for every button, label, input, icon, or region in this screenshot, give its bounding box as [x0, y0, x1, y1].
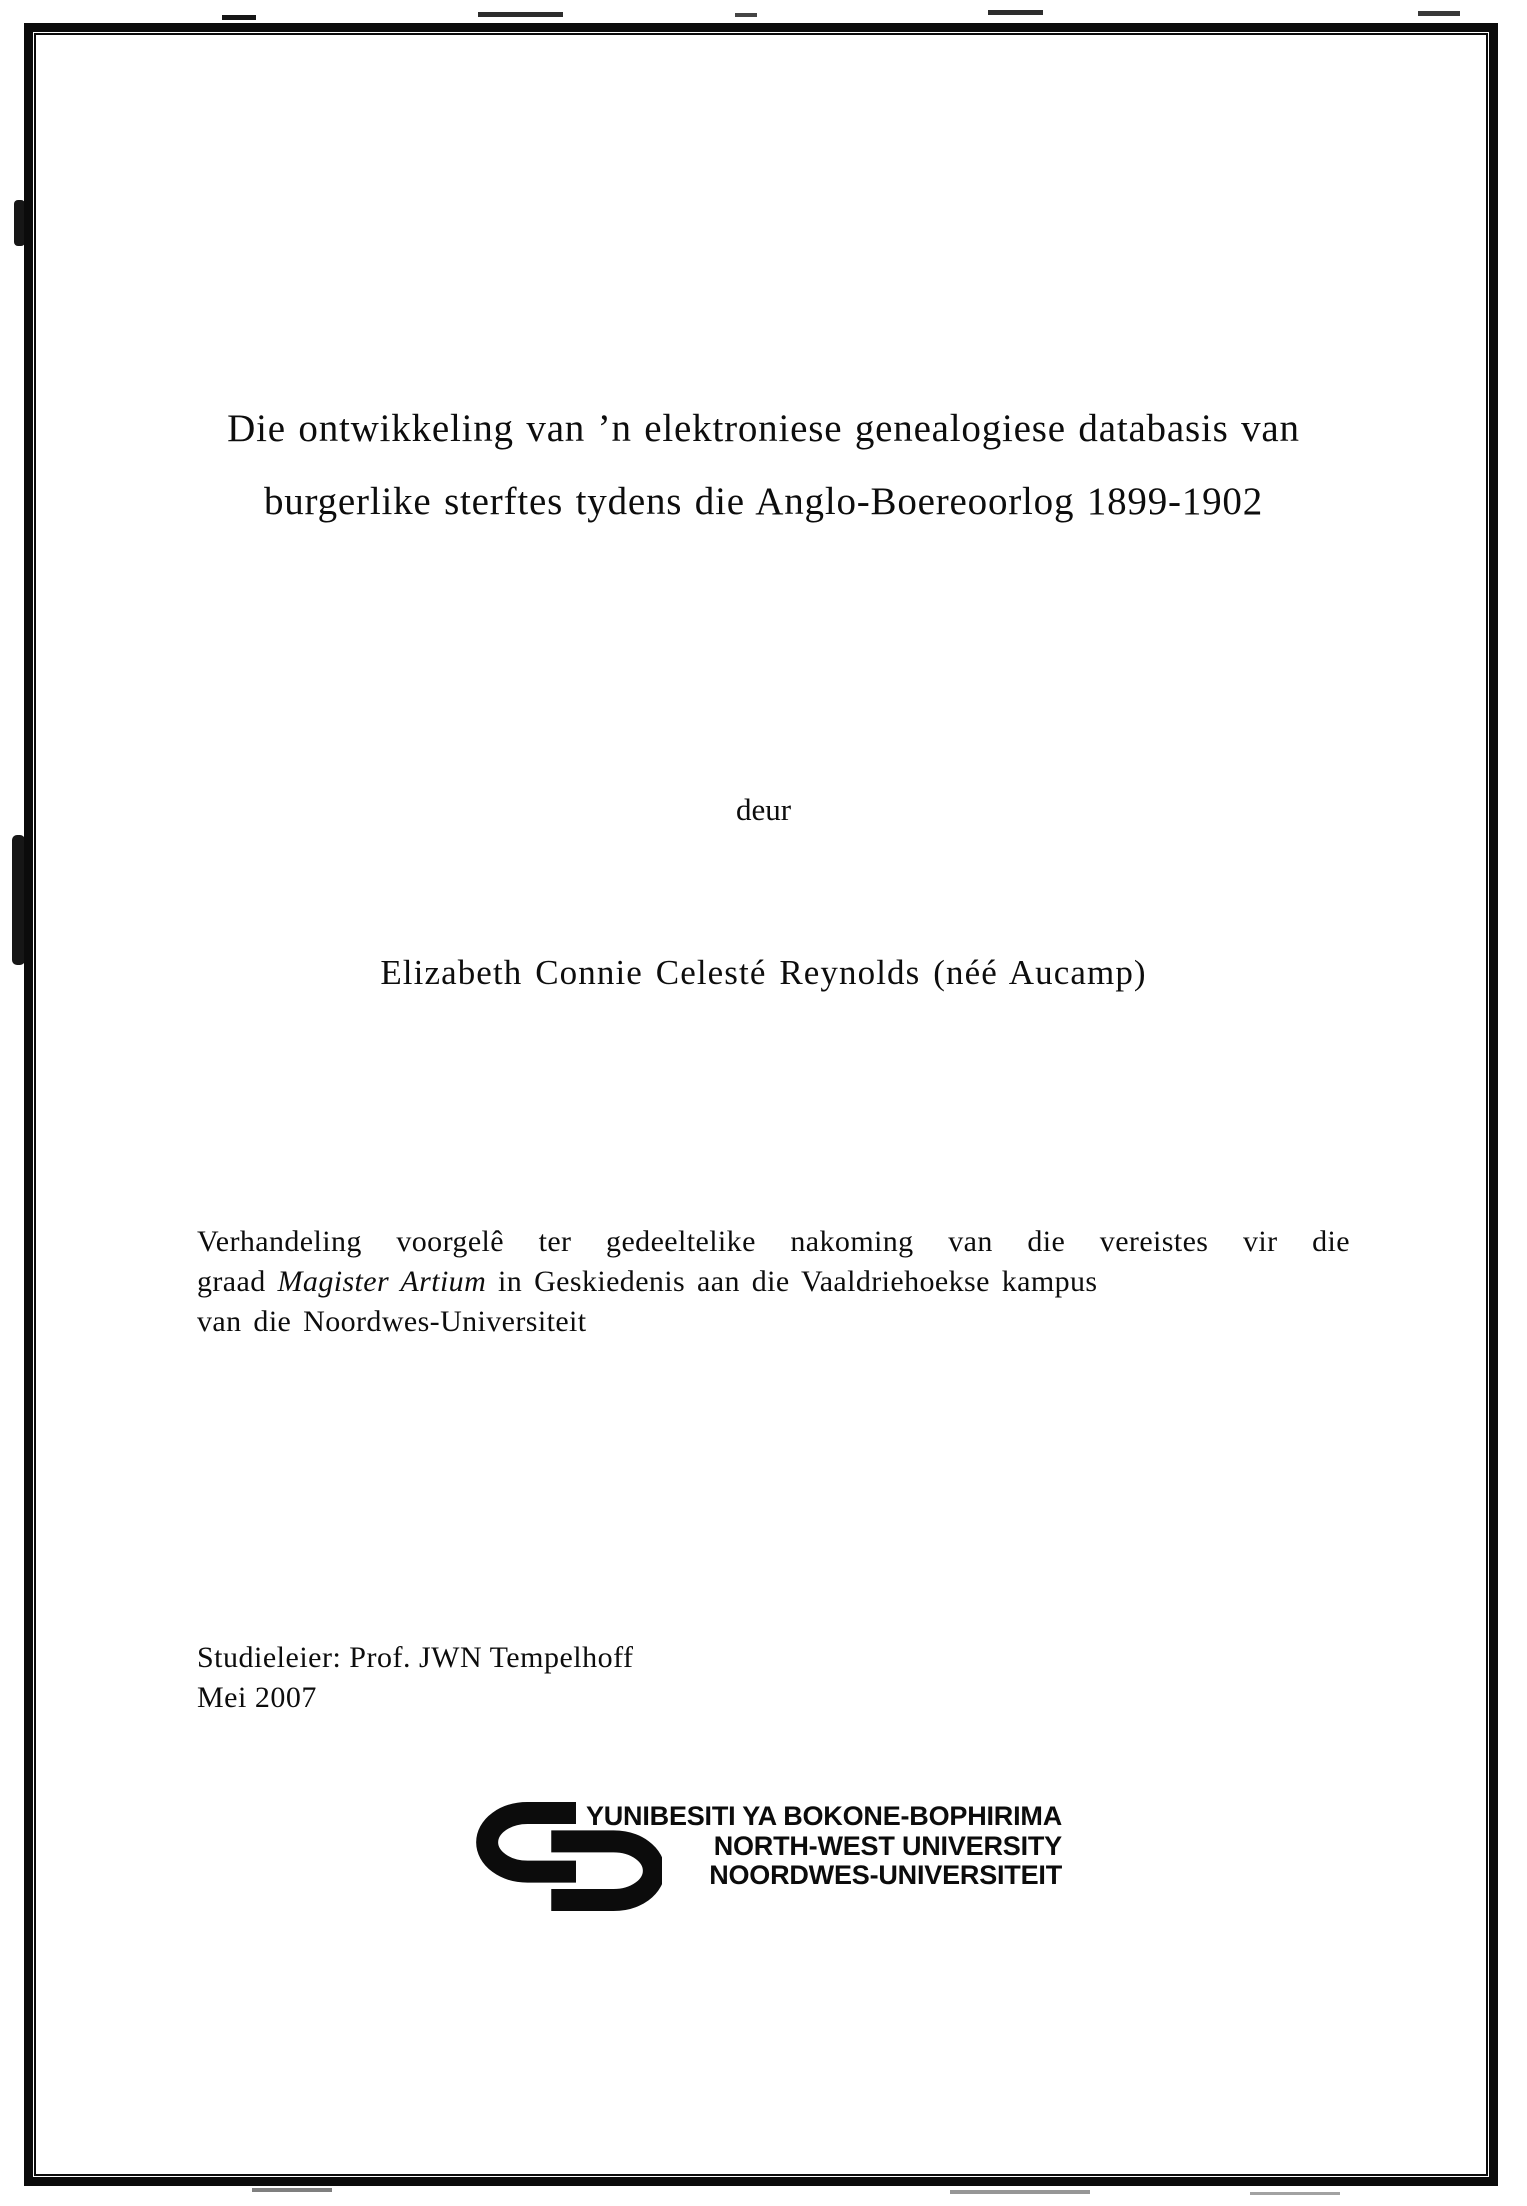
degree-statement-line2-pre: graad: [197, 1265, 278, 1298]
degree-statement-line1: Verhandeling voorgelê ter gedeeltelike nakoming van die vereistes vir die: [197, 1225, 1350, 1258]
degree-statement-line2: [197, 1262, 1350, 1302]
supervisor-block: [197, 1638, 634, 1718]
byline-label: deur: [735, 792, 792, 827]
thesis-title-line1: Die ontwikkeling van ’n elektroniese genealogiese databasis van: [227, 407, 1300, 450]
scan-noise-mark: [252, 2188, 332, 2192]
university-logo-text: [586, 1802, 1062, 1891]
degree-name-italic: Magister Artium: [277, 1265, 487, 1298]
scan-noise-mark: [988, 10, 1043, 15]
university-name-english: NORTH-WEST UNIVERSITY: [713, 1830, 1062, 1861]
thesis-title: [88, 392, 1439, 538]
scan-noise-mark: [950, 2190, 1090, 2194]
scan-noise-mark: [478, 12, 563, 17]
degree-statement-line3: van die Noordwes-Universiteit: [197, 1305, 587, 1338]
degree-statement: [197, 1222, 1350, 1342]
thesis-title-line2: burgerlike sterftes tydens die Anglo-Boereoorlog 1899-1902: [263, 480, 1264, 523]
author-name: Elizabeth Connie Celesté Reynolds (néé Aucamp): [380, 953, 1147, 992]
university-name-afrikaans: NOORDWES-UNIVERSITEIT: [709, 1860, 1062, 1890]
supervisor-line: Studieleier: Prof. JWN Tempelhoff: [197, 1641, 634, 1674]
scan-noise-mark: [222, 15, 256, 20]
scan-noise-mark: [1418, 11, 1460, 16]
degree-statement-line2-post: in Geskiedenis aan die Vaaldriehoekse kampus: [486, 1265, 1098, 1298]
scan-noise-mark: [735, 13, 757, 17]
university-name-setswana: YUNIBESITI YA BOKONE-BOPHIRIMA: [585, 1801, 1062, 1831]
scan-noise-mark: [1250, 2192, 1340, 2195]
date-line: Mei 2007: [197, 1681, 317, 1714]
